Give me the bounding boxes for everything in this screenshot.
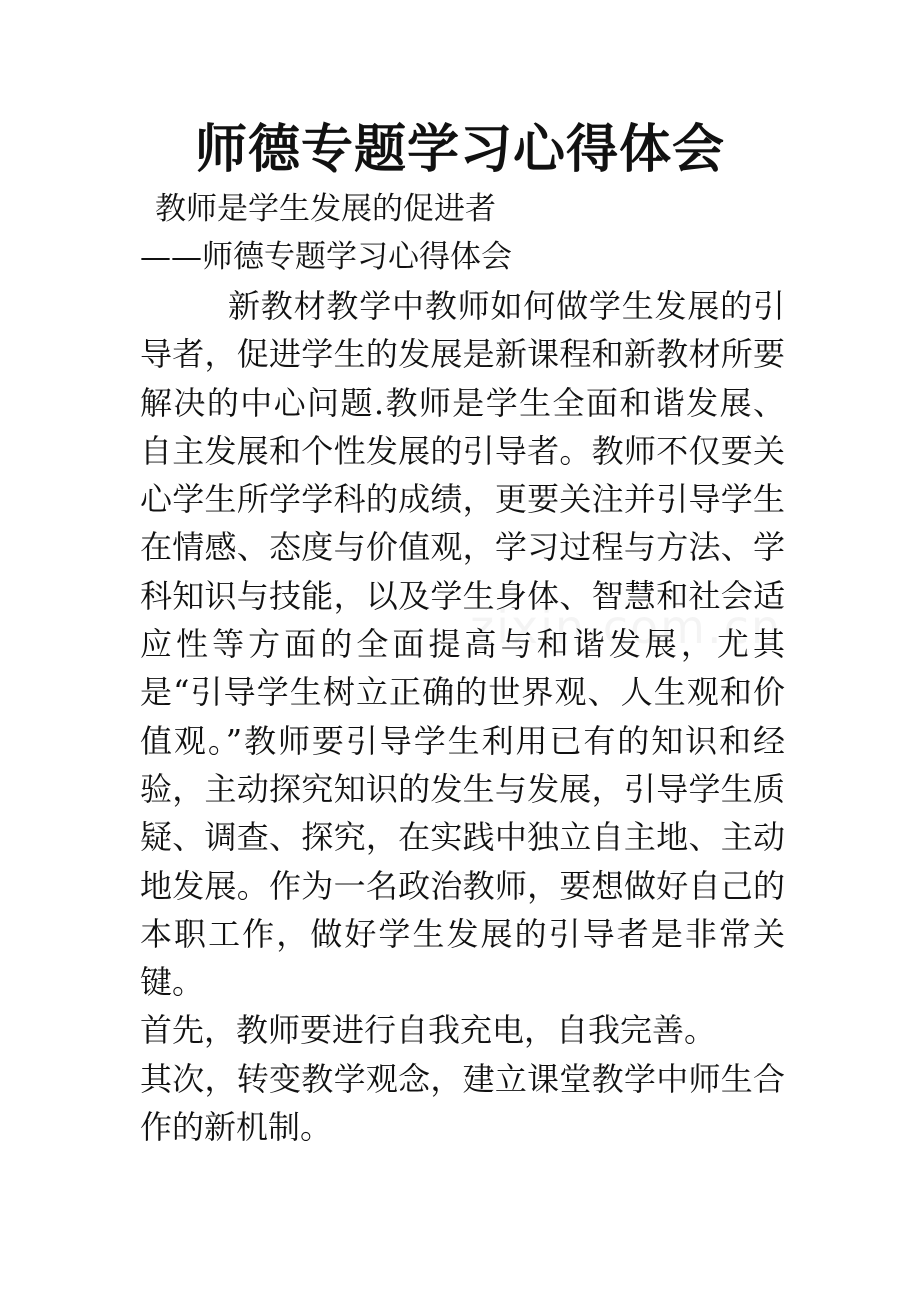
- body-paragraph: 首先，教师要进行自我充电，自我完善。: [140, 1011, 717, 1050]
- body-paragraph: 新教材教学中教师如何做学生发展的引导者，促进学生的发展是新课程和新教材所要解决的中心问题.教师是学生全面和谐发展、自主发展和个性发展的引导者。教师不仅要关心学生所学学科的成绩，更要关注并引导学生在情感、态度与价值观，学习过程与方法、学科知识与技能，以及学生身体、智慧和社会适应性等方面的全面提高与和谐发展，尤其是“引导学生树立正确的世界观、人生观和价值观。”教师要引导学生利用已有的知识和经验，主动探究知识的发生与发展，引导学生质疑、调查、探究，在实践中独立自主地、主动地发展。作为一名政治教师，要想做好自己的本职工作，做好学生发展的引导者是非常关键。: [140, 287, 785, 1002]
- body-paragraph: 其次，转变教学观念，建立课堂教学中师生合作的新机制。: [140, 1059, 785, 1147]
- document-subtitle-line2: ——师德专题学习心得体会: [140, 239, 512, 275]
- document-title: 师德专题学习心得体会: [194, 119, 725, 180]
- document-subtitle: 教师是学生发展的促进者: [155, 191, 496, 227]
- document-body: [140, 282, 785, 1151]
